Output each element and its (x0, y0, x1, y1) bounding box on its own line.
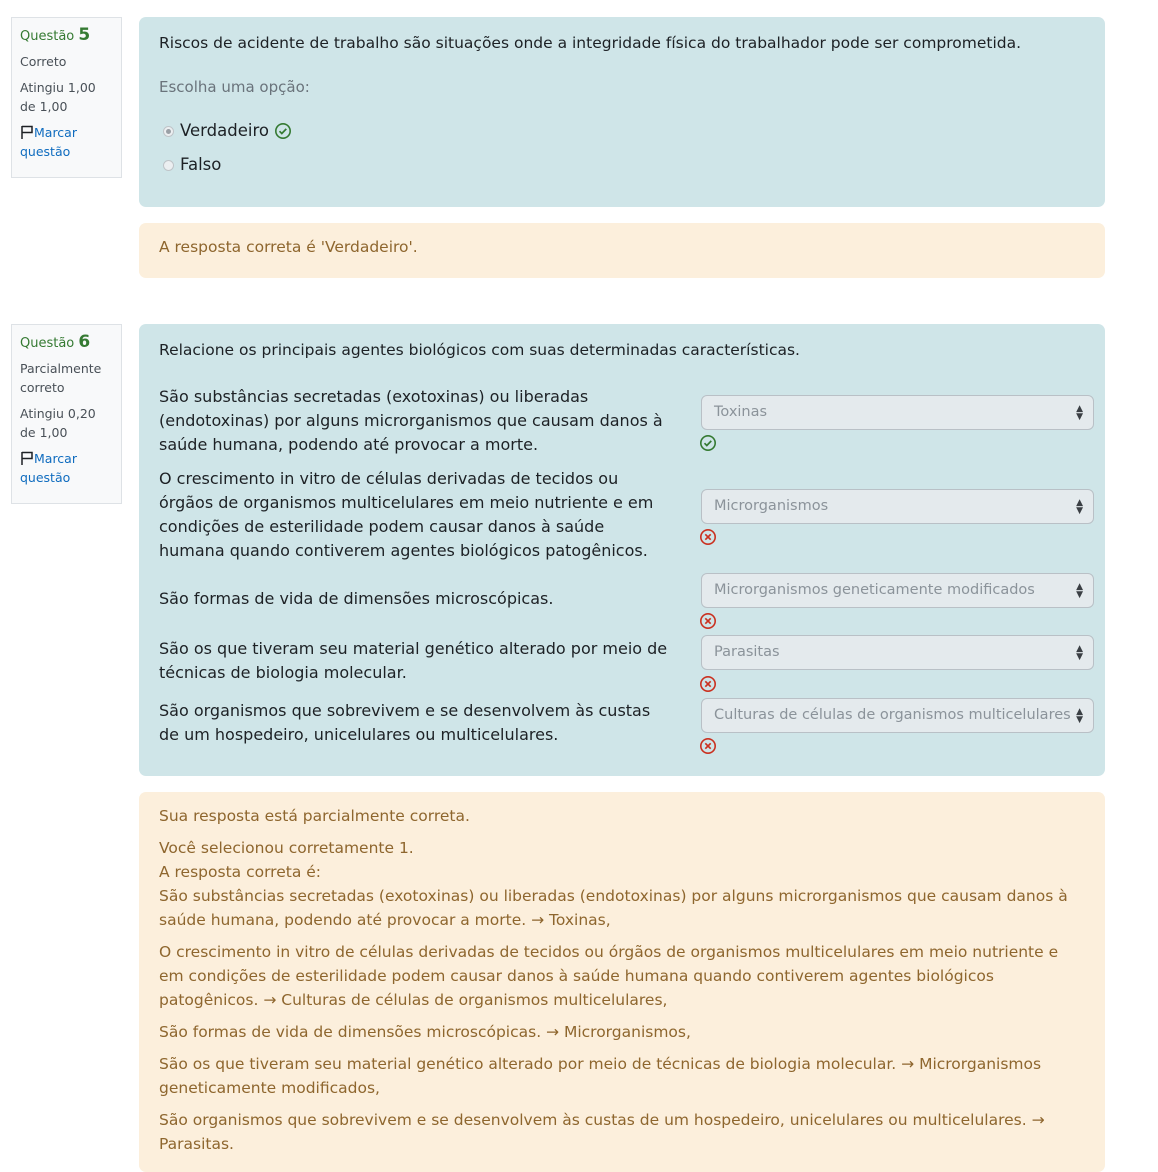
question-6-content (139, 324, 1105, 776)
selected-value: Culturas de células de organismos multicelulares (714, 707, 1071, 723)
radio-verdadeiro[interactable] (163, 126, 174, 137)
question-label: Questão (20, 29, 75, 44)
correct-answer-text: A resposta correta é 'Verdadeiro'. (159, 238, 418, 256)
option-label: Verdadeiro (180, 121, 269, 140)
match-select[interactable] (701, 395, 1094, 430)
question-state: Parcialmente correto (20, 361, 102, 395)
feedback-answer-intro: A resposta correta é: (159, 863, 322, 881)
question-grade: Atingiu 1,00 de 1,00 (20, 80, 96, 114)
match-row-text: São os que tiveram seu material genético alterado por meio de técnicas de biologia molecular. (159, 639, 668, 682)
question-5-feedback (139, 223, 1105, 278)
selected-value: Parasitas (714, 644, 780, 660)
feedback-answer: São organismos que sobrevivem e se desenvolvem às custas de um hospedeiro, unicelulares ou multicelulares. → Parasitas. (159, 1111, 1045, 1153)
question-label: Questão (20, 336, 75, 351)
answer-prompt: Escolha uma opção: (159, 78, 310, 96)
question-text: Relacione os principais agentes biológicos com suas determinadas características. (159, 341, 800, 359)
option-falso[interactable] (159, 153, 1085, 177)
select-arrows-icon: ▲ ▼ (1076, 643, 1083, 662)
question-number-value: 6 (78, 332, 91, 352)
select-arrows-icon: ▲ ▼ (1076, 706, 1083, 725)
match-select[interactable] (701, 698, 1094, 733)
option-verdadeiro[interactable] (159, 119, 1085, 143)
flag-icon (20, 451, 34, 465)
select-arrows-icon: ▲ ▼ (1076, 403, 1083, 422)
x-circle-icon (699, 612, 717, 630)
check-circle-icon (699, 434, 717, 452)
question-grade: Atingiu 0,20 de 1,00 (20, 406, 96, 440)
question-number-value: 5 (78, 25, 91, 45)
feedback-answer: São formas de vida de dimensões microscópicas. → Microrganismos, (159, 1023, 691, 1041)
selected-value: Microrganismos geneticamente modificados (714, 582, 1035, 598)
match-row-text: O crescimento in vitro de células derivadas de tecidos ou órgãos de organismos multicelulares em meio nutriente e em condições de esterilidade podem causar danos à saúde humana quando contiverem agentes biológicos patogênicos. (159, 469, 654, 560)
x-circle-icon (699, 675, 717, 693)
flag-label: Marcar questão (20, 125, 77, 159)
question-state: Correto (20, 54, 67, 69)
question-number (20, 333, 113, 353)
feedback-answer: São substâncias secretadas (exotoxinas) ou liberadas (endotoxinas) por alguns microrganismos que causam danos à saúde humana, podendo até provocar a morte. → Toxinas, (159, 887, 1068, 929)
feedback-answer: O crescimento in vitro de células derivadas de tecidos ou órgãos de organismos multicelulares em meio nutriente e em condições de esterilidade podem causar danos à saúde humana quando contiverem agentes biológicos patogênicos. → Culturas de células de organismos multicelulares, (159, 943, 1059, 1009)
option-label: Falso (180, 155, 222, 174)
question-5-info (11, 17, 122, 178)
radio-falso[interactable] (163, 160, 174, 171)
x-circle-icon (699, 737, 717, 755)
flag-question-link[interactable] (20, 123, 113, 161)
match-row-text: São substâncias secretadas (exotoxinas) ou liberadas (endotoxinas) por alguns microrganismos que causam danos à saúde humana, podendo até provocar a morte. (159, 387, 663, 454)
question-number (20, 26, 113, 46)
question-text: Riscos de acidente de trabalho são situações onde a integridade física do trabalhador pode ser comprometida. (159, 34, 1022, 52)
select-arrows-icon: ▲ ▼ (1076, 497, 1083, 516)
match-row-text: São organismos que sobrevivem e se desenvolvem às custas de um hospedeiro, unicelulares ou multicelulares. (159, 701, 651, 744)
selected-value: Toxinas (714, 404, 768, 420)
flag-label: Marcar questão (20, 451, 77, 485)
feedback-answer: São os que tiveram seu material genético alterado por meio de técnicas de biologia molecular. → Microrganismos geneticamente modificados, (159, 1055, 1042, 1097)
check-circle-icon (274, 122, 292, 140)
match-select[interactable] (701, 635, 1094, 670)
feedback-summary: Sua resposta está parcialmente correta. (159, 807, 470, 825)
x-circle-icon (699, 528, 717, 546)
match-row-text: São formas de vida de dimensões microscópicas. (159, 589, 554, 608)
question-5-content (139, 17, 1105, 207)
select-arrows-icon: ▲ ▼ (1076, 581, 1083, 600)
match-select[interactable] (701, 489, 1094, 524)
question-6-info (11, 324, 122, 504)
feedback-selected-count: Você selecionou corretamente 1. (159, 839, 414, 857)
question-6-feedback (139, 792, 1105, 1172)
match-select[interactable] (701, 573, 1094, 608)
flag-icon (20, 125, 34, 139)
selected-value: Microrganismos (714, 498, 829, 514)
flag-question-link[interactable] (20, 449, 113, 487)
